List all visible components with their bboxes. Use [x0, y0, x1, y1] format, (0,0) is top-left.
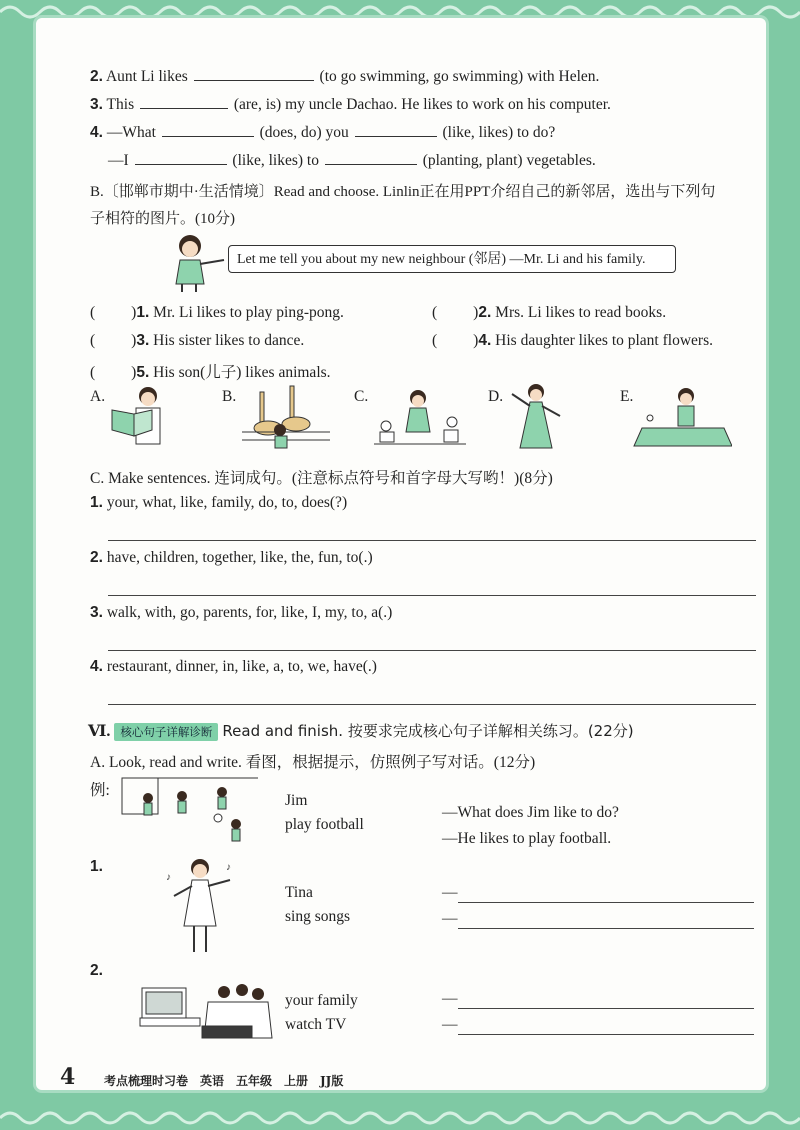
- picture-label-e: E.: [620, 388, 634, 405]
- write-item-1-name: Tina: [285, 884, 313, 901]
- choice-item-4: ( )4. His daughter likes to plant flowers.: [432, 332, 713, 349]
- answer-blank[interactable]: [325, 163, 417, 165]
- speech-bubble: Let me tell you about my new neighbour (邻居) —Mr. Li and his family.: [228, 245, 676, 273]
- answer-paren[interactable]: ( ): [432, 332, 479, 349]
- answer-blank[interactable]: [194, 79, 314, 81]
- answer-blank[interactable]: [135, 163, 227, 165]
- answer-line[interactable]: [458, 1034, 754, 1035]
- section-number: Ⅵ.: [88, 723, 111, 740]
- sentence-item-1: 1. your, what, like, family, do, to, does(?): [90, 494, 348, 511]
- write-item-2-number: 2.: [90, 962, 103, 979]
- man-ping-pong-illustration: [632, 386, 732, 450]
- question-a2: 2. Aunt Li likes (to go swimming, go swimming) with Helen.: [90, 68, 600, 85]
- family-watching-tv-illustration: [138, 972, 274, 1046]
- kids-football-illustration: [118, 774, 268, 852]
- question-a4-line2: —I (like, likes) to (planting, plant) vegetables.: [108, 152, 596, 169]
- answer-line[interactable]: [458, 1008, 754, 1009]
- section-6-heading: [88, 720, 634, 741]
- write-item-2-name: your family: [285, 992, 358, 1009]
- example-question: —What does Jim like to do?: [442, 804, 619, 821]
- part-b-heading-line1: B.〔邯郸市期中·生活情境〕Read and choose. Linlin正在用PPT介绍自己的新邻居，选出与下列句: [90, 184, 716, 200]
- choice-item-1: ( )1. Mr. Li likes to play ping-pong.: [90, 304, 344, 321]
- answer-line[interactable]: [108, 540, 756, 541]
- write-item-1-activity: sing songs: [285, 908, 351, 925]
- section-title: Read and finish. 按要求完成核心句子详解相关练习。(22分): [222, 722, 634, 740]
- answer-line[interactable]: [108, 650, 756, 651]
- choice-item-2: ( )2. Mrs. Li likes to read books.: [432, 304, 667, 321]
- answer-paren[interactable]: ( ): [90, 332, 137, 349]
- wave-border-bottom: [0, 1108, 800, 1130]
- answer-line[interactable]: [458, 902, 754, 903]
- girl-dancing-illustration: [506, 382, 566, 456]
- part-6a-heading: A. Look, read and write. 看图，根据提示，仿照例子写对话。(12分): [90, 754, 536, 771]
- answer-blank[interactable]: [162, 135, 254, 137]
- answer-blank[interactable]: [355, 135, 437, 137]
- dash: —: [442, 1016, 458, 1033]
- picture-label-a: A.: [90, 388, 106, 405]
- dash: —: [442, 990, 458, 1007]
- answer-line[interactable]: [108, 595, 756, 596]
- example-answer: —He likes to play football.: [442, 830, 612, 847]
- answer-paren[interactable]: ( ): [90, 364, 137, 381]
- example-activity: play football: [285, 816, 364, 833]
- answer-blank[interactable]: [140, 107, 228, 109]
- girl-planting-flowers-illustration: [372, 386, 468, 450]
- answer-line[interactable]: [108, 704, 756, 705]
- svg-text:♪: ♪: [166, 872, 171, 883]
- picture-label-d: D.: [488, 388, 504, 405]
- example-name: Jim: [285, 792, 308, 809]
- question-a3: 3. This (are, is) my uncle Dachao. He likes to work on his computer.: [90, 96, 611, 113]
- answer-line[interactable]: [458, 928, 754, 929]
- write-item-1-number: 1.: [90, 858, 103, 875]
- girl-pointing-illustration: [168, 232, 228, 294]
- boy-with-giraffes-illustration: [238, 382, 334, 450]
- picture-label-c: C.: [354, 388, 369, 405]
- choice-item-3: ( )3. His sister likes to dance.: [90, 332, 305, 349]
- question-a4-line1: 4. —What (does, do) you (like, likes) to do?: [90, 124, 556, 141]
- part-b-heading-line2: 子相符的图片。(10分): [90, 211, 235, 227]
- woman-reading-illustration: [108, 384, 184, 450]
- choice-item-5: ( )5. His son(儿子) likes animals.: [90, 364, 331, 381]
- sentence-item-2: 2. have, children, together, like, the, fun, to(.): [90, 549, 373, 566]
- answer-paren[interactable]: ( ): [90, 304, 137, 321]
- example-label: 例:: [90, 782, 110, 799]
- picture-label-b: B.: [222, 388, 237, 405]
- answer-paren[interactable]: ( ): [432, 304, 479, 321]
- page-number: 4: [60, 1064, 76, 1090]
- svg-text:♪: ♪: [226, 862, 231, 873]
- section-badge: 核心句子详解诊断: [114, 723, 218, 741]
- dash: —: [442, 910, 458, 927]
- footer-text: 考点梳理时习卷 英语 五年级 上册 JJ版: [104, 1074, 344, 1088]
- write-item-2-activity: watch TV: [285, 1016, 347, 1033]
- girl-singing-illustration: [160, 856, 242, 962]
- sentence-item-3: 3. walk, with, go, parents, for, like, I, my, to, a(.): [90, 604, 393, 621]
- part-c-heading: C. Make sentences. 连词成句。(注意标点符号和首字母大写哟！)(8分): [90, 470, 553, 487]
- dash: —: [442, 884, 458, 901]
- sentence-item-4: 4. restaurant, dinner, in, like, a, to, we, have(.): [90, 658, 377, 675]
